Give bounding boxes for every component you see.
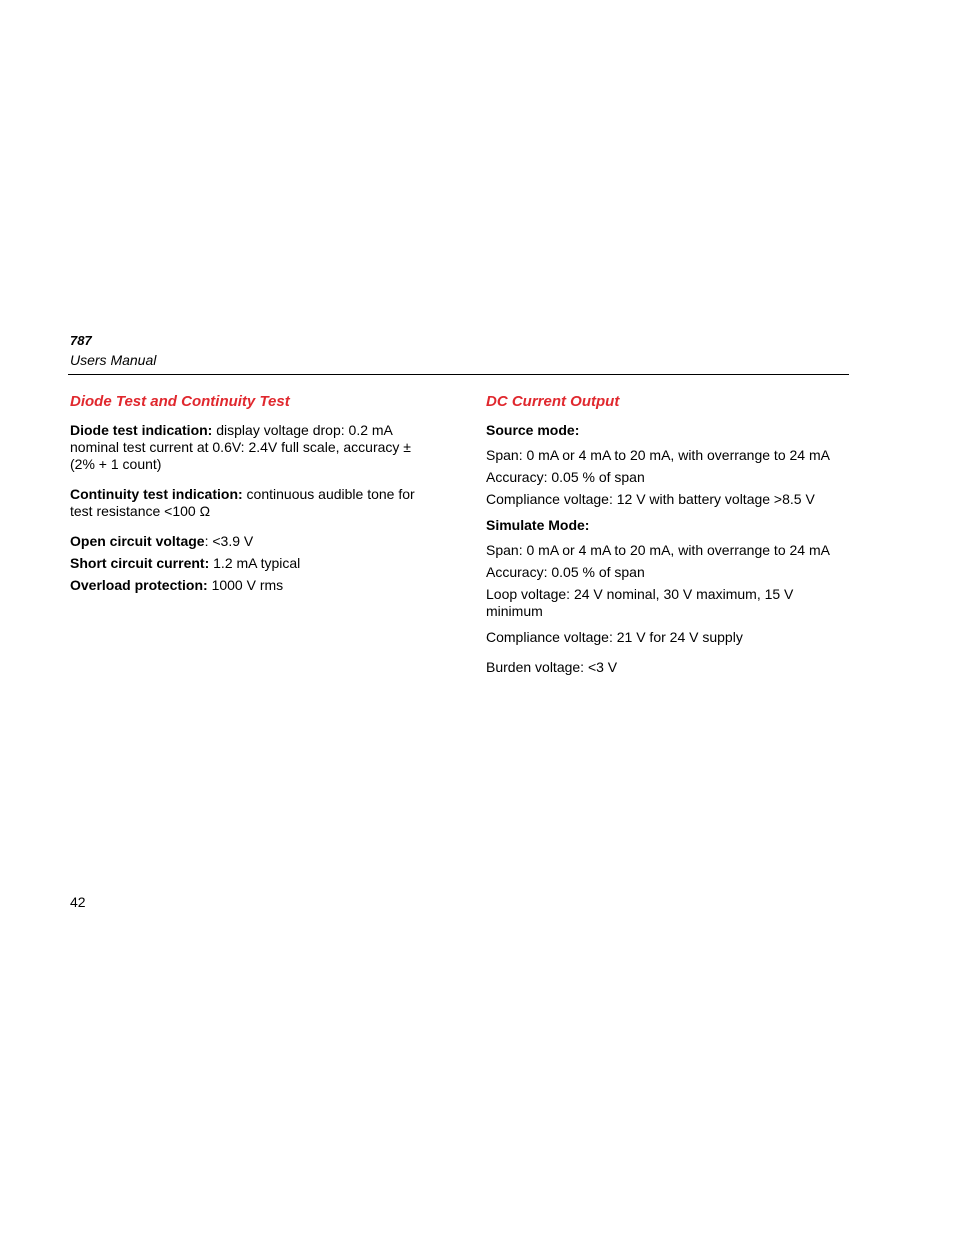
- header-model-number: 787: [70, 333, 92, 348]
- simulate-burden-voltage: Burden voltage: <3 V: [486, 659, 618, 675]
- item-text: display voltage drop: 0.2 mA nominal test current at 0.6V: 2.4V full scale, accuracy ±(2% + 1 count): [70, 422, 411, 472]
- short-circuit-current: [70, 555, 425, 572]
- continuity-test-indication: [70, 486, 425, 520]
- item-text: : <3.9 V: [204, 533, 254, 549]
- simulate-accuracy: Accuracy: 0.05 % of span: [486, 564, 645, 580]
- source-span: Span: 0 mA or 4 mA to 20 mA, with overrange to 24 mA: [486, 447, 830, 463]
- left-column: [70, 393, 425, 599]
- section-title-diode-test: Diode Test and Continuity Test: [70, 393, 290, 410]
- page-number: 42: [70, 894, 86, 910]
- item-label: Short circuit current:: [70, 555, 210, 571]
- simulate-loop-voltage: Loop voltage: 24 V nominal, 30 V maximum, 15 V minimum: [486, 586, 794, 619]
- simulate-span: Span: 0 mA or 4 mA to 20 mA, with overrange to 24 mA: [486, 542, 830, 558]
- source-mode-heading: Source mode:: [486, 422, 580, 438]
- simulate-mode-heading: Simulate Mode:: [486, 517, 590, 533]
- simulate-compliance-voltage: Compliance voltage: 21 V for 24 V supply: [486, 629, 743, 645]
- item-text: 1.2 mA typical: [209, 555, 301, 571]
- item-label: Continuity test indication:: [70, 486, 243, 502]
- item-label: Open circuit voltage: [70, 533, 205, 549]
- overload-protection: [70, 577, 425, 594]
- source-compliance-voltage: Compliance voltage: 12 V with battery voltage >8.5 V: [486, 491, 815, 507]
- header-manual-title: Users Manual: [70, 352, 157, 368]
- source-accuracy: Accuracy: 0.05 % of span: [486, 469, 645, 485]
- item-text: continuous audible tone for test resistance <100 Ω: [70, 486, 415, 519]
- item-label: Overload protection:: [70, 577, 208, 593]
- header-divider: [68, 374, 849, 375]
- item-label: Diode test indication:: [70, 422, 213, 438]
- section-title-dc-current-output: DC Current Output: [486, 393, 620, 410]
- diode-test-indication: [70, 422, 425, 473]
- right-column: [486, 393, 846, 681]
- item-text: 1000 V rms: [207, 577, 284, 593]
- open-circuit-voltage: [70, 533, 425, 550]
